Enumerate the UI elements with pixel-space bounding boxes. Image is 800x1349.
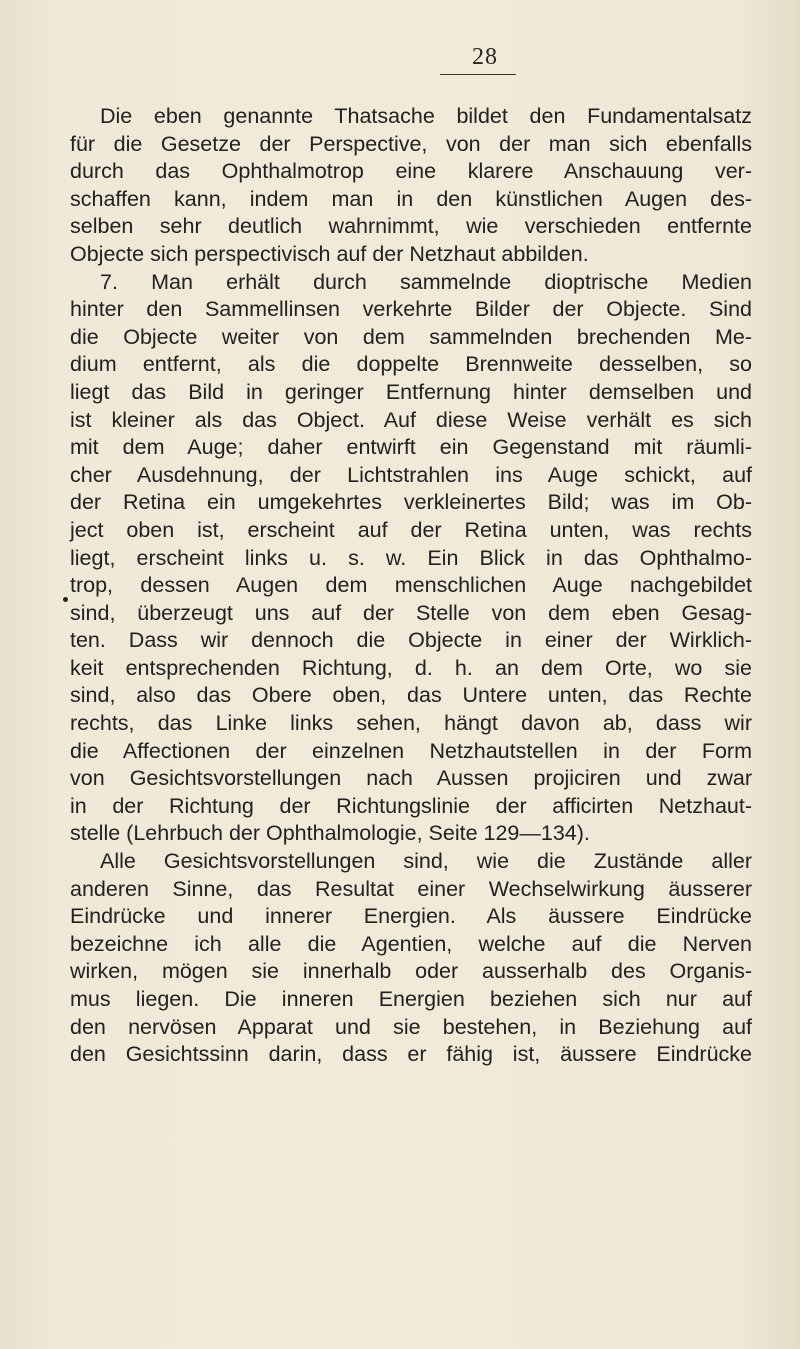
text-line: stelle (Lehrbuch der Ophthalmologie, Seite 129—134). [70, 821, 590, 846]
text-line: den nervösen Apparat und sie bestehen, in Beziehung auf [70, 1014, 752, 1039]
text-line: bezeichne ich alle die Agentien, welche auf die Nerven [70, 931, 752, 956]
page-number: 28 [472, 44, 498, 70]
text-line: dium entfernt, als die doppelte Brennweite desselben, so [70, 352, 752, 377]
text-line: ist kleiner als das Object. Auf diese Weise verhält es sich [70, 407, 752, 432]
text-line: für die Gesetze der Perspective, von der man sich ebenfalls [70, 131, 752, 156]
text-line: ten. Dass wir dennoch die Objecte in einer der Wirklich- [70, 628, 752, 653]
text-line: 7. Man erhält durch sammelnde dioptrische Medien [100, 269, 752, 294]
text-line: sind, überzeugt uns auf der Stelle von dem eben Gesag- [70, 600, 752, 625]
text-line: von Gesichtsvorstellungen nach Aussen projiciren und zwar [70, 766, 752, 791]
text-line: die Objecte weiter von dem sammelnden brechenden Me- [70, 324, 752, 349]
body-text [70, 103, 752, 1069]
text-line: anderen Sinne, das Resultat einer Wechselwirkung äusserer [70, 876, 752, 901]
text-line: cher Ausdehnung, der Lichtstrahlen ins Auge schickt, auf [70, 462, 752, 487]
text-line: hinter den Sammellinsen verkehrte Bilder der Objecte. Sind [70, 297, 752, 322]
text-line: liegt, erscheint links u. s. w. Ein Blick in das Ophthalmo- [70, 545, 752, 570]
text-line: trop, dessen Augen dem menschlichen Auge nachgebildet [70, 573, 752, 598]
text-line: liegt das Bild in geringer Entfernung hinter demselben und [70, 379, 752, 404]
header-rule [440, 74, 516, 75]
text-line: Eindrücke und innerer Energien. Als äussere Eindrücke [70, 904, 752, 929]
text-line: Objecte sich perspectivisch auf der Netzhaut abbilden. [70, 241, 589, 266]
text-line: Alle Gesichtsvorstellungen sind, wie die Zustände aller [100, 849, 752, 874]
margin-mark [63, 597, 68, 602]
text-line: mus liegen. Die inneren Energien beziehen sich nur auf [70, 987, 752, 1011]
text-line: wirken, mögen sie innerhalb oder ausserhalb des Organis- [70, 959, 752, 984]
text-line: in der Richtung der Richtungslinie der afficirten Netzhaut- [70, 793, 752, 818]
text-line: selben sehr deutlich wahrnimmt, wie verschieden entfernte [70, 214, 752, 239]
text-line: die Affectionen der einzelnen Netzhautstellen in der Form [70, 738, 752, 763]
text-line: mit dem Auge; daher entwirft ein Gegenstand mit räumli- [70, 435, 752, 460]
text-line: durch das Ophthalmotrop eine klarere Anschauung ver- [70, 159, 752, 184]
text-line: den Gesichtssinn darin, dass er fähig ist, äussere Eindrücke [70, 1042, 752, 1067]
text-line: Die eben genannte Thatsache bildet den Fundamentalsatz [100, 104, 752, 128]
text-line: sind, also das Obere oben, das Untere unten, das Rechte [70, 683, 752, 708]
text-line: ject oben ist, erscheint auf der Retina unten, was rechts [70, 517, 752, 542]
text-line: keit entsprechenden Richtung, d. h. an dem Orte, wo sie [70, 655, 752, 680]
text-line: der Retina ein umgekehrtes verkleinertes Bild; was im Ob- [70, 490, 752, 515]
text-line: schaffen kann, indem man in den künstlichen Augen des- [70, 186, 752, 211]
text-line: rechts, das Linke links sehen, hängt davon ab, dass wir [70, 711, 752, 736]
